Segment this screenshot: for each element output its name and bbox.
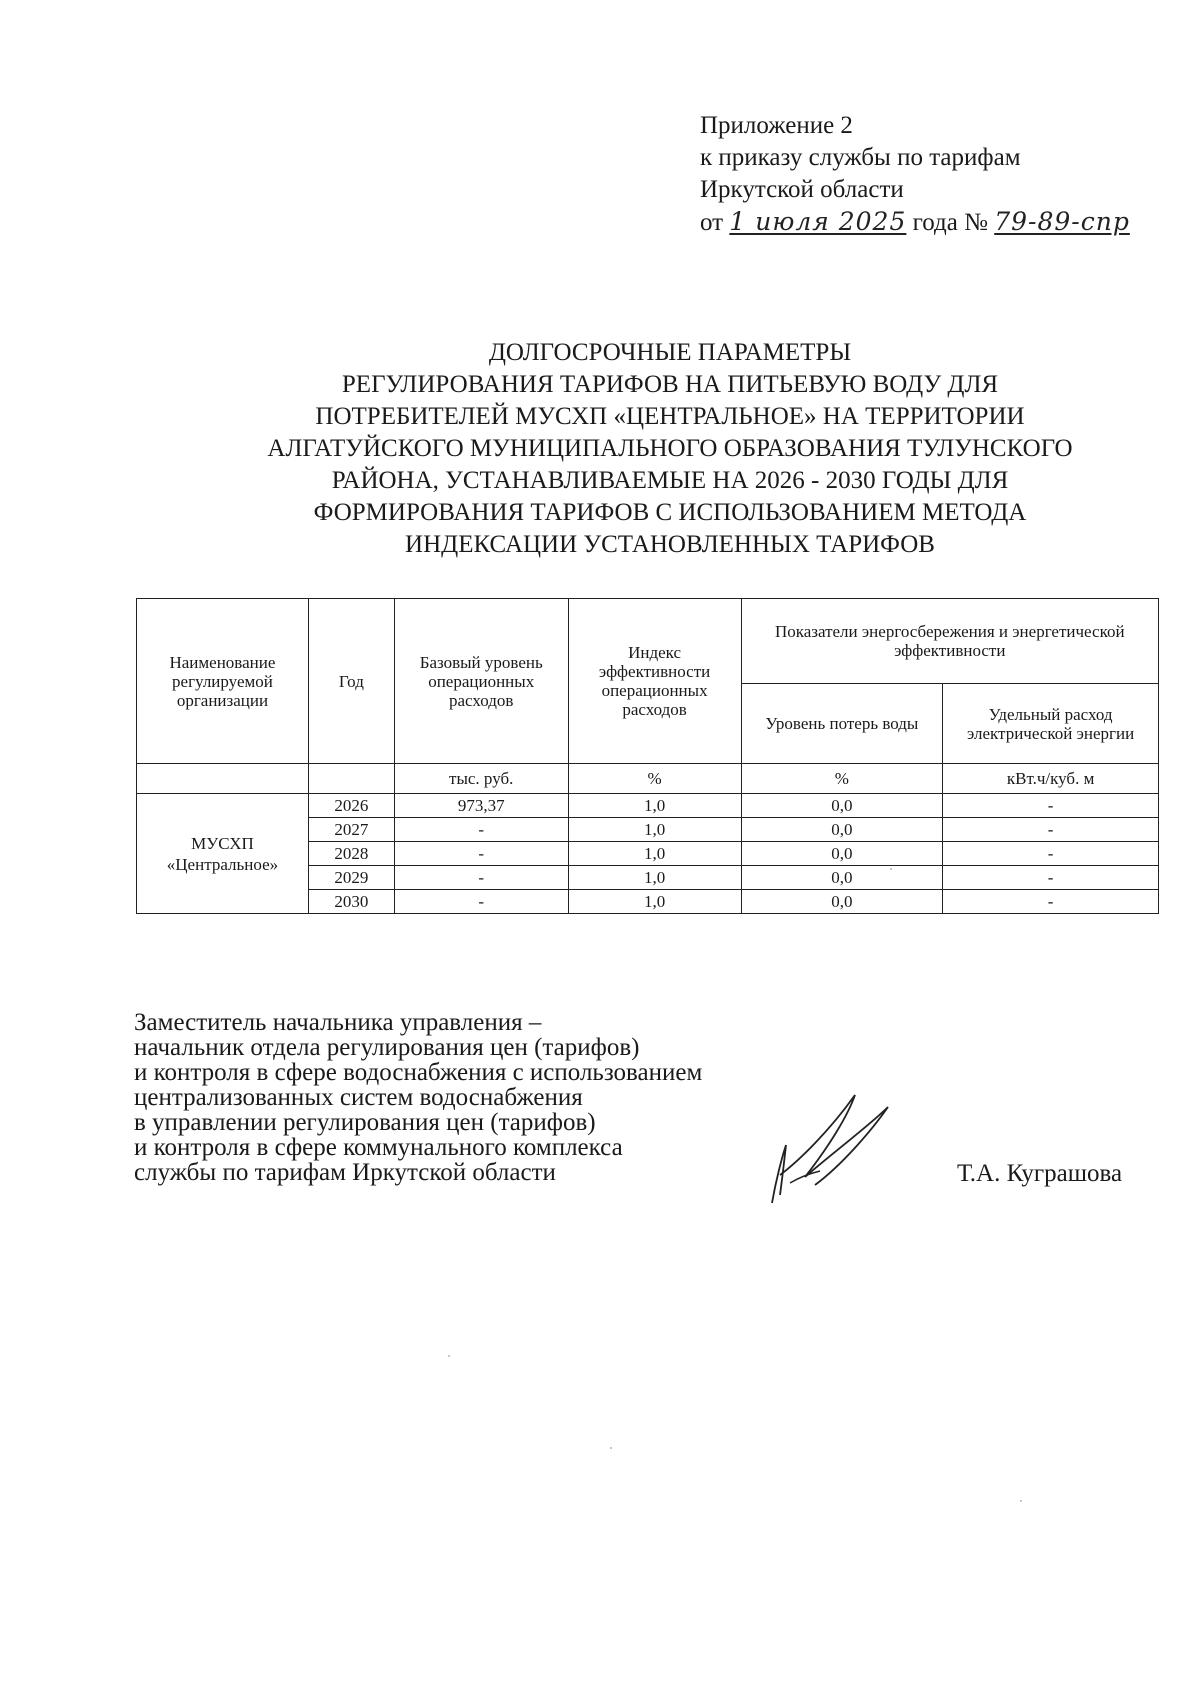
title-line: РАЙОНА, УСТАНАВЛИВАЕМЫЕ НА 2026 - 2030 ГОДЫ ДЛЯ: [331, 467, 1009, 494]
position-line: Заместитель начальника управления –: [134, 1009, 542, 1036]
cell-loss: 0,0: [741, 890, 943, 914]
header-energy-group: Показатели энергосбережения и энергетической эффективности: [741, 599, 1158, 684]
unit-loss: %: [741, 764, 943, 794]
cell-index: 1,0: [568, 890, 741, 914]
header-year: Год: [308, 599, 394, 764]
title-line: РЕГУЛИРОВАНИЯ ТАРИФОВ НА ПИТЬЕВУЮ ВОДУ ДЛЯ: [341, 371, 999, 398]
header-org: Наименование регулируемой организации: [137, 599, 309, 764]
scan-speck: [448, 1355, 450, 1357]
cell-year: 2028: [308, 842, 394, 866]
signer-name: Т.А. Куграшова: [957, 1160, 1123, 1187]
title-line: ФОРМИРОВАНИЯ ТАРИФОВ С ИСПОЛЬЗОВАНИЕМ МЕТОДА: [313, 499, 1027, 526]
unit-cell-empty: [137, 764, 309, 794]
position-line: и контроля в сфере водоснабжения с использованием: [134, 1059, 703, 1086]
cell-index: 1,0: [568, 818, 741, 842]
position-line: службы по тарифам Иркутской области: [134, 1159, 556, 1186]
handwritten-signature: [760, 1085, 910, 1215]
cell-index: 1,0: [568, 866, 741, 890]
title-line: ПОТРЕБИТЕЛЕЙ МУСХП «ЦЕНТРАЛЬНОЕ» НА ТЕРРИТОРИИ: [315, 403, 1025, 430]
scan-speck: [1020, 1500, 1022, 1502]
position-line: централизованных систем водоснабжения: [134, 1084, 583, 1111]
cell-base: -: [394, 818, 568, 842]
parameters-table: [136, 598, 1159, 914]
header-electricity: Удельный расход электрической энергии: [943, 684, 1159, 764]
cell-loss: 0,0: [741, 818, 943, 842]
cell-loss: 0,0: [741, 842, 943, 866]
region-name: Иркутской области: [700, 176, 904, 203]
cell-electricity: -: [943, 842, 1159, 866]
cell-base: 973,37: [394, 794, 568, 818]
cell-base: -: [394, 890, 568, 914]
header-loss: Уровень потерь воды: [741, 684, 943, 764]
scan-speck: [610, 1447, 612, 1449]
handwritten-order-number: 79-89-спр: [994, 207, 1130, 236]
cell-year: 2027: [308, 818, 394, 842]
unit-base: тыс. руб.: [394, 764, 568, 794]
year-word: года №: [912, 209, 988, 236]
cell-electricity: -: [943, 818, 1159, 842]
title-line: ДОЛГОСРОЧНЫЕ ПАРАМЕТРЫ: [488, 339, 852, 366]
cell-electricity: -: [943, 890, 1159, 914]
unit-cell-empty: [308, 764, 394, 794]
order-reference: к приказу службы по тарифам: [700, 144, 1021, 171]
handwritten-date: 1 июля 2025: [729, 207, 907, 236]
cell-index: 1,0: [568, 842, 741, 866]
title-line: ИНДЕКСАЦИИ УСТАНОВЛЕННЫХ ТАРИФОВ: [405, 531, 935, 558]
unit-index: %: [568, 764, 741, 794]
position-line: начальник отдела регулирования цен (тарифов): [134, 1034, 640, 1061]
cell-year: 2030: [308, 890, 394, 914]
cell-base: -: [394, 866, 568, 890]
cell-electricity: -: [943, 866, 1159, 890]
title-line: АЛГАТУЙСКОГО МУНИЦИПАЛЬНОГО ОБРАЗОВАНИЯ ТУЛУНСКОГО: [267, 435, 1073, 462]
signatory-position: [134, 1010, 702, 1185]
document-title: [190, 337, 1150, 561]
order-date-line: [700, 206, 1130, 239]
cell-year: 2026: [308, 794, 394, 818]
cell-loss: 0,0: [741, 794, 943, 818]
cell-electricity: -: [943, 794, 1159, 818]
cell-year: 2029: [308, 866, 394, 890]
organization-name: МУСХП «Центральное»: [137, 794, 309, 914]
cell-loss: 0,0: [741, 866, 943, 890]
unit-electricity: кВт.ч/куб. м: [943, 764, 1159, 794]
position-line: в управлении регулирования цен (тарифов): [134, 1109, 596, 1136]
scan-speck: [890, 868, 892, 870]
table-row: [137, 794, 1159, 818]
appendix-block: [700, 110, 1130, 239]
cell-index: 1,0: [568, 794, 741, 818]
appendix-title: Приложение 2: [700, 112, 853, 139]
header-index: Индекс эффективности операционных расходов: [568, 599, 741, 764]
date-prefix: от: [700, 209, 724, 236]
position-line: и контроля в сфере коммунального комплекса: [134, 1134, 623, 1161]
cell-base: -: [394, 842, 568, 866]
header-base: Базовый уровень операционных расходов: [394, 599, 568, 764]
